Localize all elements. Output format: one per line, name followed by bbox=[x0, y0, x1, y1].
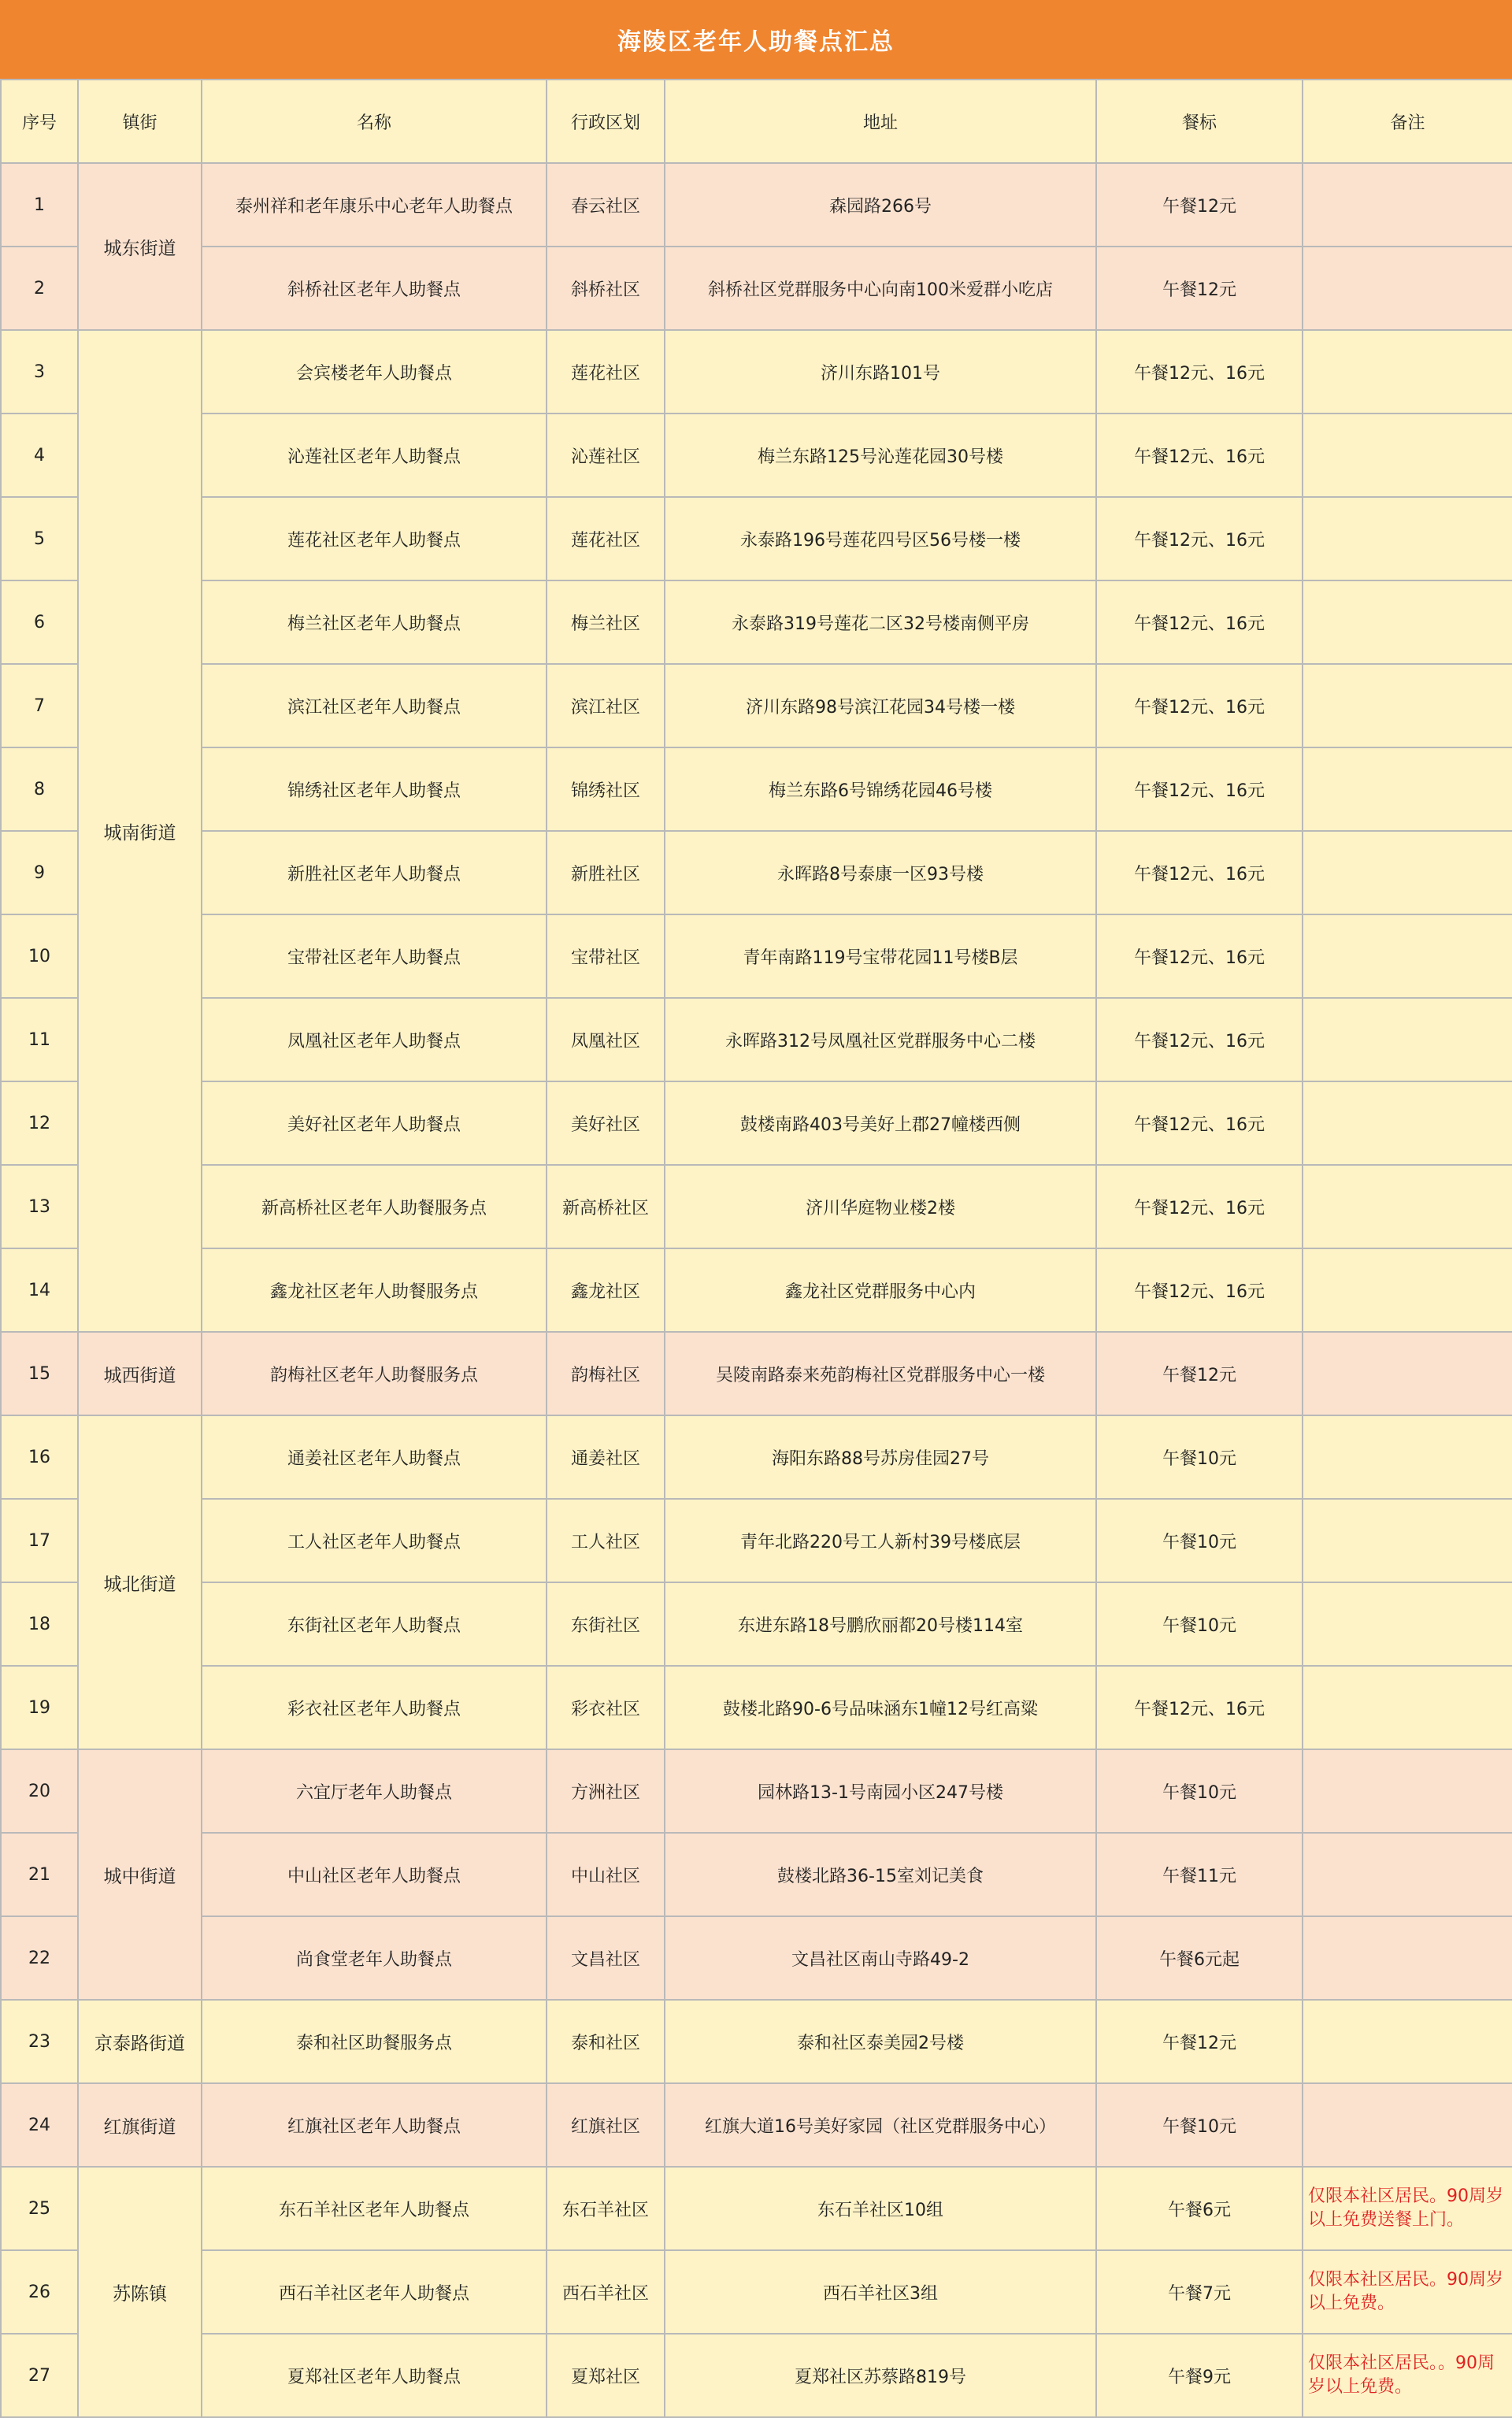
point-name: 莲花社区老年人助餐点 bbox=[202, 497, 547, 580]
address: 海阳东路88号苏房佳园27号 bbox=[665, 1415, 1096, 1499]
district: 锦绣社区 bbox=[547, 747, 665, 831]
note bbox=[1303, 1165, 1512, 1248]
row-number: 9 bbox=[1, 831, 78, 914]
row-number: 16 bbox=[1, 1415, 78, 1499]
note bbox=[1303, 2083, 1512, 2167]
note: 仅限本社区居民。90周岁以上免费。 bbox=[1303, 2250, 1512, 2334]
row-number: 3 bbox=[1, 330, 78, 414]
point-name: 锦绣社区老年人助餐点 bbox=[202, 747, 547, 831]
table-row bbox=[1, 330, 1512, 414]
row-number: 7 bbox=[1, 664, 78, 747]
address: 济川华庭物业楼2楼 bbox=[665, 1165, 1096, 1248]
street-cell: 京泰路街道 bbox=[78, 2000, 202, 2083]
note bbox=[1303, 2000, 1512, 2083]
meal-price: 午餐12元 bbox=[1096, 163, 1303, 247]
row-number: 25 bbox=[1, 2167, 78, 2250]
point-name: 西石羊社区老年人助餐点 bbox=[202, 2250, 547, 2334]
street-cell: 红旗街道 bbox=[78, 2083, 202, 2167]
table-row bbox=[1, 1332, 1512, 1415]
note bbox=[1303, 1582, 1512, 1666]
meal-price: 午餐10元 bbox=[1096, 1499, 1303, 1582]
meal-price: 午餐12元、16元 bbox=[1096, 664, 1303, 747]
address: 鼓楼北路36-15室刘记美食 bbox=[665, 1833, 1096, 1916]
point-name: 会宾楼老年人助餐点 bbox=[202, 330, 547, 414]
row-number: 22 bbox=[1, 1916, 78, 2000]
point-name: 夏郑社区老年人助餐点 bbox=[202, 2334, 547, 2417]
note bbox=[1303, 664, 1512, 747]
note bbox=[1303, 414, 1512, 497]
point-name: 通姜社区老年人助餐点 bbox=[202, 1415, 547, 1499]
address: 文昌社区南山寺路49-2 bbox=[665, 1916, 1096, 2000]
meal-price: 午餐12元 bbox=[1096, 2000, 1303, 2083]
note bbox=[1303, 1666, 1512, 1749]
district: 新胜社区 bbox=[547, 831, 665, 914]
address: 鼓楼南路403号美好上郡27幢楼西侧 bbox=[665, 1081, 1096, 1165]
point-name: 新高桥社区老年人助餐服务点 bbox=[202, 1165, 547, 1248]
header-no: 序号 bbox=[1, 80, 78, 163]
table-row bbox=[1, 2250, 1512, 2334]
row-number: 17 bbox=[1, 1499, 78, 1582]
point-name: 尚食堂老年人助餐点 bbox=[202, 1916, 547, 2000]
row-number: 24 bbox=[1, 2083, 78, 2167]
table-header-row bbox=[1, 80, 1512, 163]
row-number: 23 bbox=[1, 2000, 78, 2083]
district: 滨江社区 bbox=[547, 664, 665, 747]
district: 彩衣社区 bbox=[547, 1666, 665, 1749]
row-number: 2 bbox=[1, 247, 78, 330]
row-number: 11 bbox=[1, 998, 78, 1081]
district: 梅兰社区 bbox=[547, 580, 665, 664]
point-name: 梅兰社区老年人助餐点 bbox=[202, 580, 547, 664]
point-name: 新胜社区老年人助餐点 bbox=[202, 831, 547, 914]
meal-price: 午餐10元 bbox=[1096, 1749, 1303, 1833]
address: 梅兰东路6号锦绣花园46号楼 bbox=[665, 747, 1096, 831]
address: 永晖路8号泰康一区93号楼 bbox=[665, 831, 1096, 914]
table-row bbox=[1, 998, 1512, 1081]
point-name: 凤凰社区老年人助餐点 bbox=[202, 998, 547, 1081]
district: 新高桥社区 bbox=[547, 1165, 665, 1248]
street-cell: 城西街道 bbox=[78, 1332, 202, 1415]
meal-price: 午餐12元、16元 bbox=[1096, 414, 1303, 497]
meal-price: 午餐12元、16元 bbox=[1096, 1248, 1303, 1332]
note bbox=[1303, 580, 1512, 664]
address: 西石羊社区3组 bbox=[665, 2250, 1096, 2334]
row-number: 12 bbox=[1, 1081, 78, 1165]
street-cell: 城北街道 bbox=[78, 1415, 202, 1749]
district: 中山社区 bbox=[547, 1833, 665, 1916]
district: 莲花社区 bbox=[547, 330, 665, 414]
header-price: 餐标 bbox=[1096, 80, 1303, 163]
meal-price: 午餐12元、16元 bbox=[1096, 747, 1303, 831]
meal-price: 午餐12元、16元 bbox=[1096, 998, 1303, 1081]
header-name: 名称 bbox=[202, 80, 547, 163]
table-row bbox=[1, 1666, 1512, 1749]
point-name: 东石羊社区老年人助餐点 bbox=[202, 2167, 547, 2250]
point-name: 红旗社区老年人助餐点 bbox=[202, 2083, 547, 2167]
row-number: 19 bbox=[1, 1666, 78, 1749]
meal-price: 午餐12元、16元 bbox=[1096, 914, 1303, 998]
address: 泰和社区泰美园2号楼 bbox=[665, 2000, 1096, 2083]
address: 鼓楼北路90-6号品味涵东1幢12号红高粱 bbox=[665, 1666, 1096, 1749]
address: 永晖路312号凤凰社区党群服务中心二楼 bbox=[665, 998, 1096, 1081]
address: 永泰路319号莲花二区32号楼南侧平房 bbox=[665, 580, 1096, 664]
meal-price: 午餐10元 bbox=[1096, 1415, 1303, 1499]
row-number: 18 bbox=[1, 1582, 78, 1666]
table-row bbox=[1, 2334, 1512, 2417]
note bbox=[1303, 1833, 1512, 1916]
district: 凤凰社区 bbox=[547, 998, 665, 1081]
street-cell: 城东街道 bbox=[78, 163, 202, 330]
row-number: 1 bbox=[1, 163, 78, 247]
street-cell: 苏陈镇 bbox=[78, 2167, 202, 2417]
point-name: 韵梅社区老年人助餐服务点 bbox=[202, 1332, 547, 1415]
point-name: 泰州祥和老年康乐中心老年人助餐点 bbox=[202, 163, 547, 247]
point-name: 东街社区老年人助餐点 bbox=[202, 1582, 547, 1666]
table-row bbox=[1, 1165, 1512, 1248]
address: 东石羊社区10组 bbox=[665, 2167, 1096, 2250]
header-note: 备注 bbox=[1303, 80, 1512, 163]
district: 斜桥社区 bbox=[547, 247, 665, 330]
header-address: 地址 bbox=[665, 80, 1096, 163]
row-number: 10 bbox=[1, 914, 78, 998]
row-number: 26 bbox=[1, 2250, 78, 2334]
table-row bbox=[1, 163, 1512, 247]
point-name: 彩衣社区老年人助餐点 bbox=[202, 1666, 547, 1749]
address: 斜桥社区党群服务中心向南100米爱群小吃店 bbox=[665, 247, 1096, 330]
note: 仅限本社区居民。90周岁以上免费送餐上门。 bbox=[1303, 2167, 1512, 2250]
table-row bbox=[1, 497, 1512, 580]
address: 济川东路98号滨江花园34号楼一楼 bbox=[665, 664, 1096, 747]
note bbox=[1303, 497, 1512, 580]
header-street: 镇街 bbox=[78, 80, 202, 163]
district: 通姜社区 bbox=[547, 1415, 665, 1499]
meal-price: 午餐12元、16元 bbox=[1096, 497, 1303, 580]
table-row bbox=[1, 1499, 1512, 1582]
note bbox=[1303, 1081, 1512, 1165]
meal-price: 午餐12元、16元 bbox=[1096, 580, 1303, 664]
note bbox=[1303, 1415, 1512, 1499]
meal-price: 午餐12元、16元 bbox=[1096, 1165, 1303, 1248]
table-row bbox=[1, 2167, 1512, 2250]
page-title: 海陵区老年人助餐点汇总 bbox=[0, 0, 1512, 79]
meal-price: 午餐12元、16元 bbox=[1096, 1081, 1303, 1165]
table-body bbox=[1, 163, 1512, 2417]
table-row bbox=[1, 2000, 1512, 2083]
meal-price: 午餐7元 bbox=[1096, 2250, 1303, 2334]
point-name: 工人社区老年人助餐点 bbox=[202, 1499, 547, 1582]
district: 鑫龙社区 bbox=[547, 1248, 665, 1332]
district: 春云社区 bbox=[547, 163, 665, 247]
table-row bbox=[1, 664, 1512, 747]
note bbox=[1303, 831, 1512, 914]
district: 夏郑社区 bbox=[547, 2334, 665, 2417]
note bbox=[1303, 1916, 1512, 2000]
note bbox=[1303, 1332, 1512, 1415]
address: 夏郑社区苏蔡路819号 bbox=[665, 2334, 1096, 2417]
address: 红旗大道16号美好家园（社区党群服务中心） bbox=[665, 2083, 1096, 2167]
row-number: 27 bbox=[1, 2334, 78, 2417]
row-number: 20 bbox=[1, 1749, 78, 1833]
note bbox=[1303, 998, 1512, 1081]
table-row bbox=[1, 414, 1512, 497]
table-row bbox=[1, 247, 1512, 330]
note: 仅限本社区居民。。90周岁以上免费。 bbox=[1303, 2334, 1512, 2417]
row-number: 14 bbox=[1, 1248, 78, 1332]
point-name: 滨江社区老年人助餐点 bbox=[202, 664, 547, 747]
row-number: 8 bbox=[1, 747, 78, 831]
table-row bbox=[1, 747, 1512, 831]
row-number: 4 bbox=[1, 414, 78, 497]
table-row bbox=[1, 2083, 1512, 2167]
row-number: 15 bbox=[1, 1332, 78, 1415]
district: 方洲社区 bbox=[547, 1749, 665, 1833]
address: 青年南路119号宝带花园11号楼B层 bbox=[665, 914, 1096, 998]
address: 永泰路196号莲花四号区56号楼一楼 bbox=[665, 497, 1096, 580]
meal-price: 午餐12元、16元 bbox=[1096, 831, 1303, 914]
street-cell: 城南街道 bbox=[78, 330, 202, 1332]
district: 东石羊社区 bbox=[547, 2167, 665, 2250]
meal-price: 午餐10元 bbox=[1096, 1582, 1303, 1666]
table-row bbox=[1, 1081, 1512, 1165]
table-row bbox=[1, 580, 1512, 664]
note bbox=[1303, 247, 1512, 330]
table-row bbox=[1, 1248, 1512, 1332]
row-number: 5 bbox=[1, 497, 78, 580]
row-number: 21 bbox=[1, 1833, 78, 1916]
point-name: 鑫龙社区老年人助餐服务点 bbox=[202, 1248, 547, 1332]
point-name: 美好社区老年人助餐点 bbox=[202, 1081, 547, 1165]
district: 东街社区 bbox=[547, 1582, 665, 1666]
note bbox=[1303, 163, 1512, 247]
address: 鑫龙社区党群服务中心内 bbox=[665, 1248, 1096, 1332]
meal-price: 午餐10元 bbox=[1096, 2083, 1303, 2167]
district: 泰和社区 bbox=[547, 2000, 665, 2083]
note bbox=[1303, 1749, 1512, 1833]
meal-price: 午餐12元、16元 bbox=[1096, 1666, 1303, 1749]
street-cell: 城中街道 bbox=[78, 1749, 202, 2000]
table-row bbox=[1, 914, 1512, 998]
point-name: 泰和社区助餐服务点 bbox=[202, 2000, 547, 2083]
table-row bbox=[1, 1749, 1512, 1833]
table-row bbox=[1, 1833, 1512, 1916]
point-name: 沁莲社区老年人助餐点 bbox=[202, 414, 547, 497]
district: 工人社区 bbox=[547, 1499, 665, 1582]
note bbox=[1303, 1499, 1512, 1582]
table-row bbox=[1, 1415, 1512, 1499]
address: 森园路266号 bbox=[665, 163, 1096, 247]
address: 梅兰东路125号沁莲花园30号楼 bbox=[665, 414, 1096, 497]
address: 园林路13-1号南园小区247号楼 bbox=[665, 1749, 1096, 1833]
meal-price: 午餐12元、16元 bbox=[1096, 330, 1303, 414]
address: 东进东路18号鹏欣丽都20号楼114室 bbox=[665, 1582, 1096, 1666]
address: 济川东路101号 bbox=[665, 330, 1096, 414]
note bbox=[1303, 1248, 1512, 1332]
point-name: 六宜厅老年人助餐点 bbox=[202, 1749, 547, 1833]
meal-points-table bbox=[0, 79, 1512, 2418]
note bbox=[1303, 914, 1512, 998]
district: 美好社区 bbox=[547, 1081, 665, 1165]
note bbox=[1303, 747, 1512, 831]
table-row bbox=[1, 1916, 1512, 2000]
row-number: 6 bbox=[1, 580, 78, 664]
header-district: 行政区划 bbox=[547, 80, 665, 163]
district: 红旗社区 bbox=[547, 2083, 665, 2167]
meal-price: 午餐6元 bbox=[1096, 2167, 1303, 2250]
meal-price: 午餐11元 bbox=[1096, 1833, 1303, 1916]
district: 沁莲社区 bbox=[547, 414, 665, 497]
district: 文昌社区 bbox=[547, 1916, 665, 2000]
meal-price: 午餐12元 bbox=[1096, 1332, 1303, 1415]
district: 韵梅社区 bbox=[547, 1332, 665, 1415]
table-row bbox=[1, 1582, 1512, 1666]
meal-price: 午餐9元 bbox=[1096, 2334, 1303, 2417]
meal-price: 午餐12元 bbox=[1096, 247, 1303, 330]
district: 宝带社区 bbox=[547, 914, 665, 998]
table-row bbox=[1, 831, 1512, 914]
point-name: 中山社区老年人助餐点 bbox=[202, 1833, 547, 1916]
point-name: 宝带社区老年人助餐点 bbox=[202, 914, 547, 998]
point-name: 斜桥社区老年人助餐点 bbox=[202, 247, 547, 330]
district: 西石羊社区 bbox=[547, 2250, 665, 2334]
address: 青年北路220号工人新村39号楼底层 bbox=[665, 1499, 1096, 1582]
meal-price: 午餐6元起 bbox=[1096, 1916, 1303, 2000]
district: 莲花社区 bbox=[547, 497, 665, 580]
address: 吴陵南路泰来苑韵梅社区党群服务中心一楼 bbox=[665, 1332, 1096, 1415]
note bbox=[1303, 330, 1512, 414]
row-number: 13 bbox=[1, 1165, 78, 1248]
